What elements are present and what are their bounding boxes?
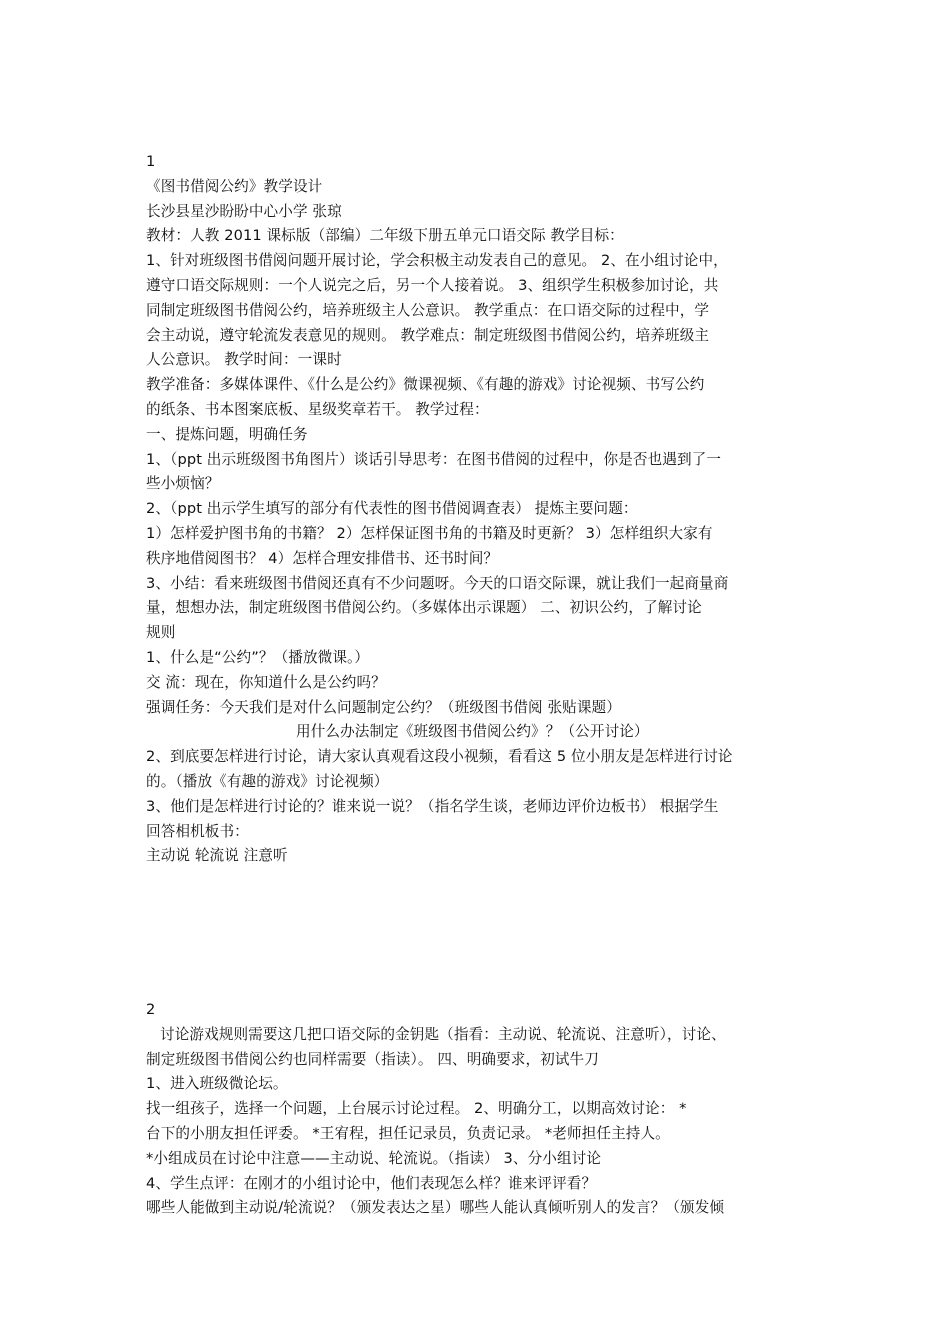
text-line: 讨论游戏规则需要这几把口语交际的金钥匙（指看：主动说、轮流说、注意听），讨论、 xyxy=(160,1025,726,1043)
text-line: 2、到底要怎样进行讨论，请大家认真观看这段小视频，看看这 5 位小朋友是怎样进行讨论 xyxy=(146,748,733,766)
text-line: 1、进入班级微论坛。 xyxy=(146,1075,288,1093)
text-line: 1、什么是“公约”？（播放微课。） xyxy=(146,648,370,666)
text-line: 2、（ppt 出示学生填写的部分有代表性的图书借阅调查表） 提炼主要问题： xyxy=(146,500,638,518)
text-line: 用什么办法制定《班级图书借阅公约》？（公开讨论） xyxy=(296,723,649,741)
text-line: 强调任务：今天我们是对什么问题制定公约？（班级图书借阅 张贴课题） xyxy=(146,698,621,716)
text-line: 人公意识。 教学时间：一课时 xyxy=(146,351,342,369)
text-line: 主动说 轮流说 注意听 xyxy=(146,847,288,865)
text-line: 台下的小朋友担任评委。 *王宥程，担任记录员，负责记录。 *老师担任主持人。 xyxy=(146,1124,670,1142)
text-line: 3、小结：看来班级图书借阅还真有不少问题呀。今天的口语交际课，就让我们一起商量商 xyxy=(146,574,729,592)
text-line: 会主动说，遵守轮流发表意见的规则。 教学难点：制定班级图书借阅公约，培养班级主 xyxy=(146,326,710,344)
text-line: 4、学生点评：在刚才的小组讨论中，他们表现怎么样？谁来评评看？ xyxy=(146,1174,597,1192)
page-section-1 xyxy=(146,150,816,869)
page-section-2 xyxy=(146,998,816,1221)
text-line: 的纸条、书本图案底板、星级奖章若干。 教学过程： xyxy=(146,400,489,418)
author-line: 长沙县星沙盼盼中心小学 张琼 xyxy=(146,202,342,220)
text-line: 教学准备：多媒体课件、《什么是公约》微课视频、《有趣的游戏》讨论视频、书写公约 xyxy=(146,376,705,394)
text-line: 1、（ppt 出示班级图书角图片）谈话引导思考：在图书借阅的过程中，你是否也遇到了一 xyxy=(146,450,722,468)
text-line: 找一组孩子，选择一个问题，上台展示讨论过程。 2、明确分工，以期高效讨论： * xyxy=(146,1100,687,1118)
document-title: 《图书借阅公约》教学设计 xyxy=(146,177,323,195)
text-line: 哪些人能做到主动说/轮流说？（颁发表达之星）哪些人能认真倾听别人的发言？（颁发倾 xyxy=(146,1199,725,1217)
page-number: 2 xyxy=(146,1001,156,1018)
text-line: 规则 xyxy=(146,624,176,642)
text-line: 些小烦恼？ xyxy=(146,475,220,493)
text-line: 回答相机板书： xyxy=(146,822,249,840)
text-line: *小组成员在讨论中注意——主动说、轮流说。（指读） 3、分小组讨论 xyxy=(146,1149,602,1167)
text-line: 同制定班级图书借阅公约，培养班级主人公意识。 教学重点：在口语交际的过程中，学 xyxy=(146,301,710,319)
text-line: 的。（播放《有趣的游戏》讨论视频） xyxy=(146,772,389,790)
text-line: 1）怎样爱护图书角的书籍？ 2）怎样保证图书角的书籍及时更新？ 3）怎样组织大家有 xyxy=(146,524,713,542)
text-line: 3、他们是怎样进行讨论的？谁来说一说？（指名学生谈，老师边评价边板书） 根据学生 xyxy=(146,797,719,815)
text-line: 量，想想办法，制定班级图书借阅公约。（多媒体出示课题） 二、初识公约，了解讨论 xyxy=(146,599,702,617)
page-number: 1 xyxy=(146,153,156,170)
text-line: 教材：人教 2011 课标版（部编）二年级下册五单元口语交际 教学目标： xyxy=(146,227,624,245)
text-line: 1、针对班级图书借阅问题开展讨论，学会积极主动发表自己的意见。 2、在小组讨论中， xyxy=(146,252,728,270)
text-line: 遵守口语交际规则：一个人说完之后，另一个人接着说。 3、组织学生积极参加讨论，共 xyxy=(146,276,719,294)
text-line: 制定班级图书借阅公约也同样需要（指读）。 四、明确要求，初试牛刀 xyxy=(146,1050,599,1068)
section-heading: 一、提炼问题，明确任务 xyxy=(146,425,308,443)
text-line: 秩序地借阅图书？ 4）怎样合理安排借书、还书时间？ xyxy=(146,549,499,567)
text-line: 交 流：现在，你知道什么是公约吗？ xyxy=(146,673,386,691)
